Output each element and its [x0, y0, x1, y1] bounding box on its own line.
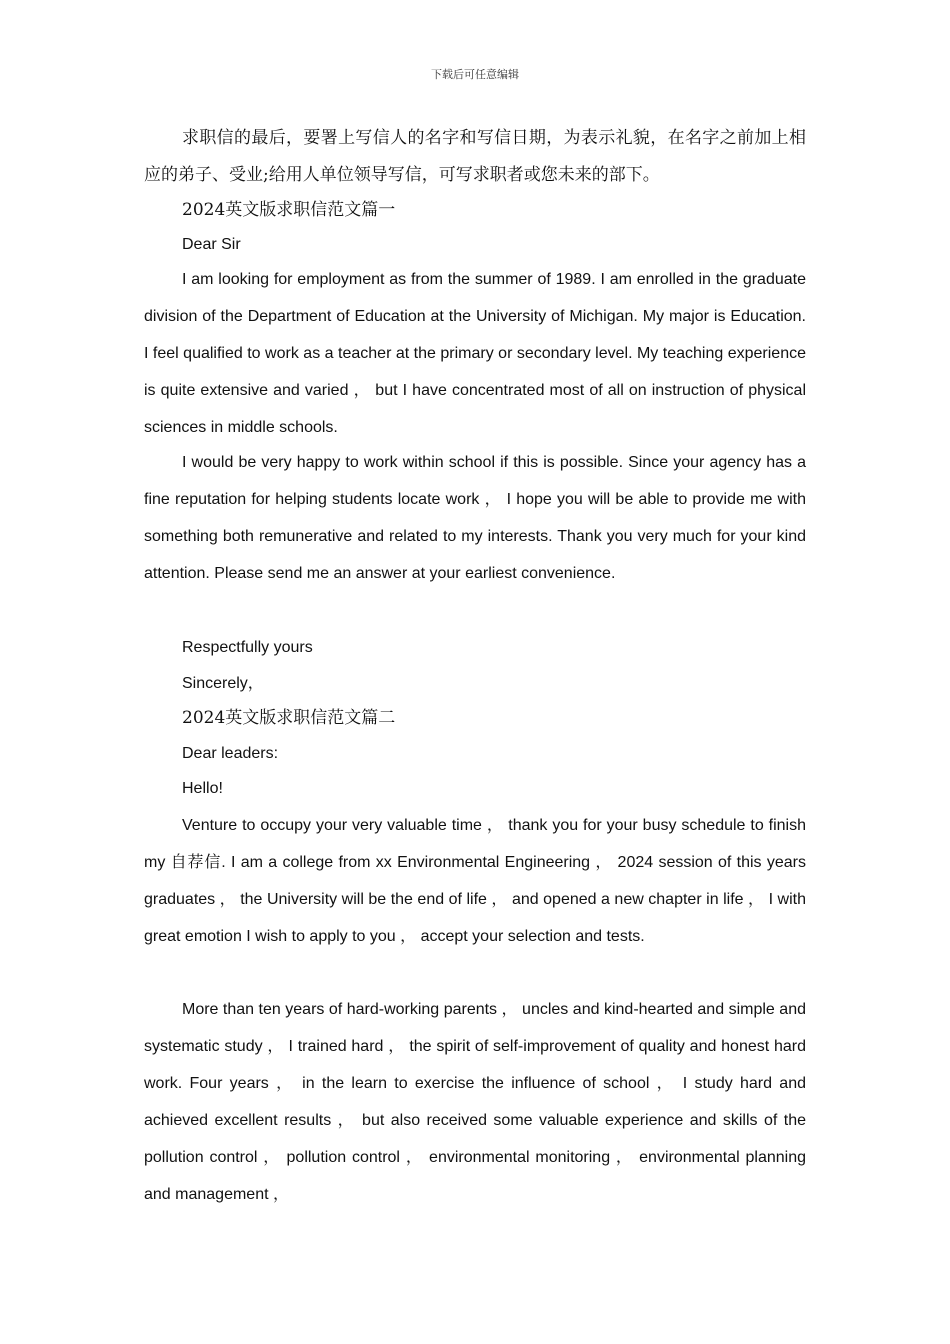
section-heading-2: 2024英文版求职信范文篇二: [182, 708, 396, 728]
salutation-2: Dear leaders:: [182, 745, 279, 762]
closing-2: Sincerely，: [182, 675, 264, 692]
salutation-1: Dear Sir: [182, 236, 241, 253]
letter2-paragraph-1: Venture to occupy your very valuable time ， thank you for your busy schedule to finish my 自荐信. I am a college from xx Environmental Engineering ， 2024 session of this years graduates ， the University will be the end of life ， and opened a new chapter in life ， I with great emotion I wish to apply to you ， accept your selection and tests.: [144, 817, 806, 945]
letter1-paragraph-2: I would be very happy to work within school if this is possible. Since your agency has a fine reputation for helping students locate work ， I hope you will be able to provide me with something both remunerative and related to my interests. Thank you very much for your kind attention. Please send me an answer at your earliest convenience.: [144, 454, 806, 582]
intro-paragraph: 求职信的最后，要署上写信人的名字和写信日期，为表示礼貌，在名字之前加上相应的弟子、受业;给用人单位领导写信，可写求职者或您未来的部下。: [144, 128, 806, 185]
section-heading-1: 2024英文版求职信范文篇一: [182, 200, 396, 220]
letter2-paragraph-2: More than ten years of hard-working parents ， uncles and kind-hearted and simple and systematic study ， I trained hard ， the spirit of self-improvement of quality and honest hard work. Four years ， in the learn to exercise the influence of school ， I study hard and achieved excellent results ， but also received some valuable experience and skills of the pollution control ， pollution control ， environmental monitoring ， environmental planning and management ，: [144, 1001, 806, 1203]
letter1-paragraph-1: I am looking for employment as from the summer of 1989. I am enrolled in the graduate division of the Department of Education at the University of Michigan. My major is Education. I feel qualified to work as a teacher at the primary or secondary level. My teaching experience is quite extensive and varied ， but I have concentrated most of all on instruction of physical sciences in middle schools.: [144, 271, 806, 436]
closing-1: Respectfully yours: [182, 639, 313, 656]
page-header: 下载后可任意编辑: [431, 68, 519, 81]
greeting: Hello!: [182, 780, 223, 797]
